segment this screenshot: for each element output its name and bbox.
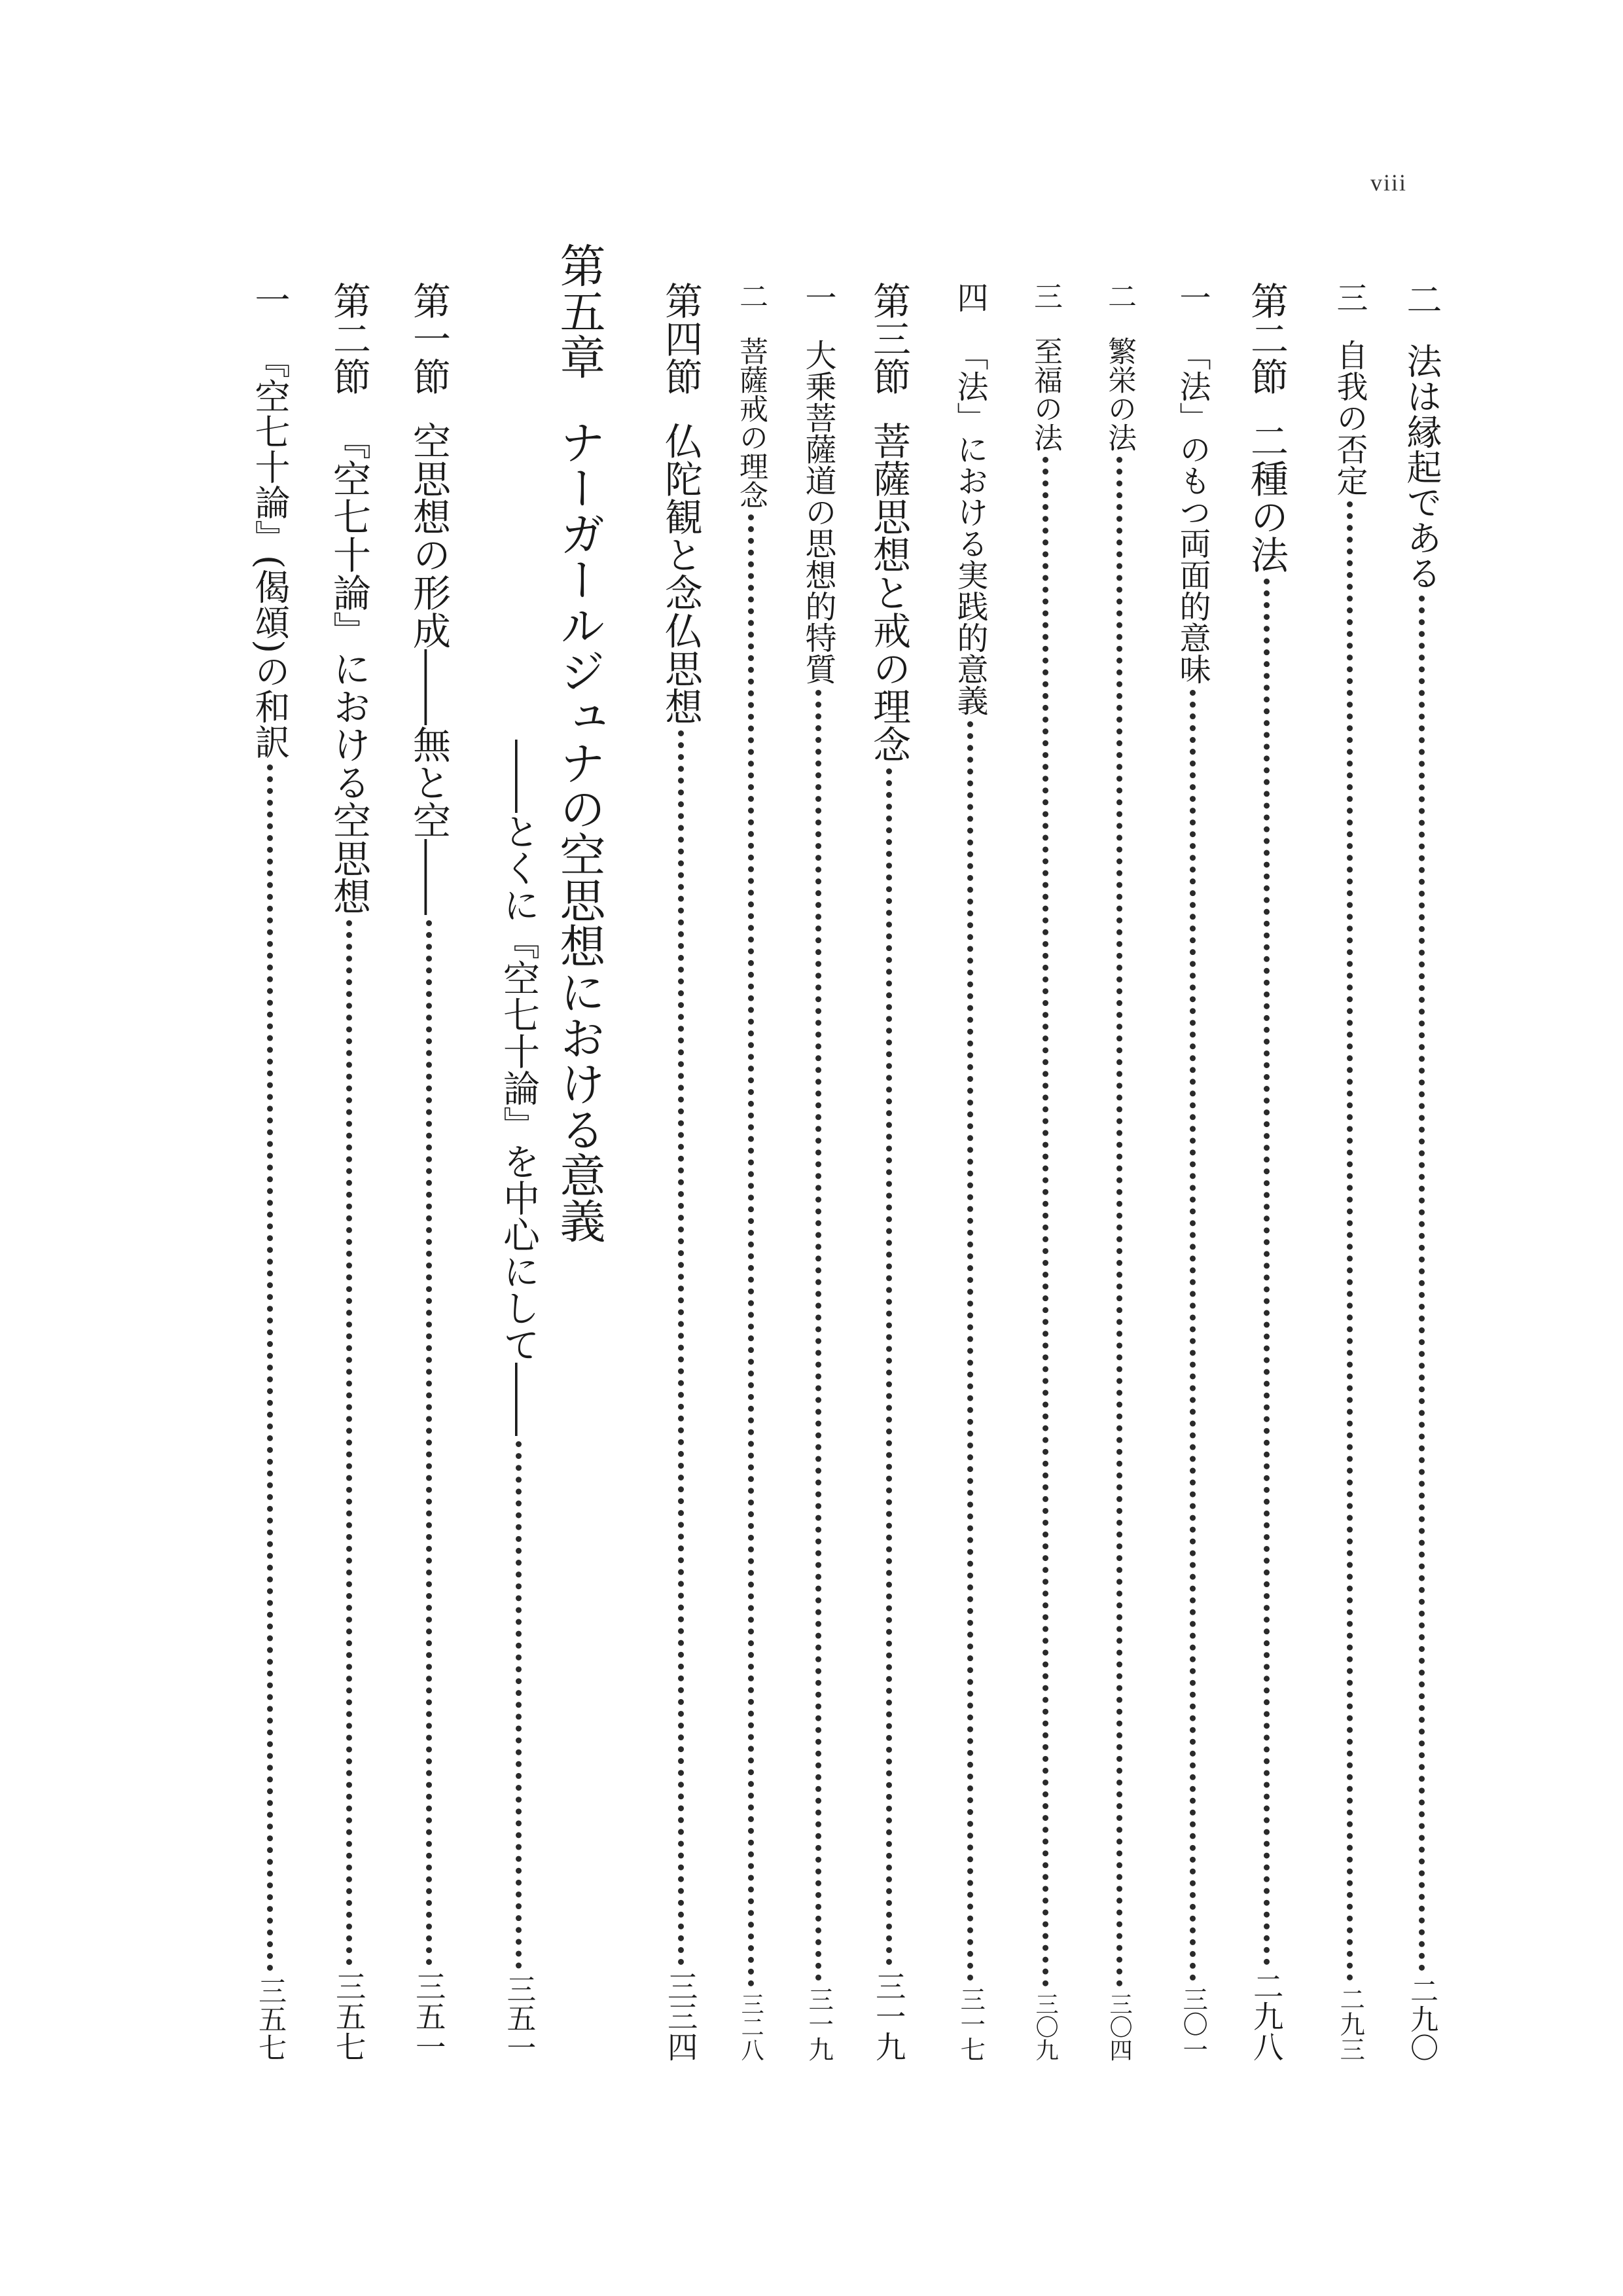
- entry-title: 至福の法: [1029, 336, 1062, 452]
- toc-entry-section[interactable]: [648, 281, 713, 2062]
- page-number: viii: [1370, 170, 1407, 196]
- dot-leader: [426, 920, 432, 1965]
- entry-page: 三五七: [253, 1977, 287, 2062]
- entry-number: 一: [800, 281, 836, 313]
- entry-page: 三二八: [737, 1992, 764, 2062]
- toc-entry-section[interactable]: [856, 281, 921, 2062]
- entry-number: 二: [1401, 281, 1442, 317]
- dot-leader: [1116, 457, 1122, 1987]
- entry-page: 二九〇: [1405, 1977, 1438, 2062]
- toc-entry[interactable]: [237, 281, 302, 2062]
- toc-entry[interactable]: [718, 281, 783, 2062]
- dot-leader: [346, 920, 352, 1965]
- entry-page: 三五一: [501, 1973, 537, 2062]
- toc-entry[interactable]: [785, 281, 851, 2062]
- toc-entry[interactable]: [1012, 281, 1078, 2062]
- toc-entry[interactable]: [937, 281, 1003, 2062]
- dot-leader: [748, 514, 754, 1987]
- section-number: 第一節: [406, 281, 451, 395]
- entry-title: 「法」における実践的意義: [952, 339, 988, 716]
- entry-number: 三: [1029, 281, 1062, 310]
- entry-page: 三五一: [411, 1970, 447, 2062]
- entry-page: 二九三: [1335, 1986, 1365, 2062]
- entry-page: 二九八: [1249, 1970, 1285, 2062]
- entry-number: 一: [1174, 281, 1211, 313]
- dot-leader: [815, 690, 821, 1981]
- entry-page: 三〇四: [1105, 1992, 1133, 2062]
- toc-entry[interactable]: [1389, 281, 1454, 2062]
- dot-leader: [678, 730, 684, 1965]
- entry-page: 三五七: [331, 1970, 367, 2062]
- entry-page: 三一七: [955, 1986, 986, 2062]
- entry-title: 繁栄の法: [1103, 336, 1136, 452]
- section-number: 第二節: [327, 281, 371, 395]
- section-title: 仏陀観と念仏思想: [658, 422, 703, 725]
- dot-leader: [1190, 690, 1196, 1981]
- dot-leader: [967, 721, 973, 1981]
- toc-entry[interactable]: [1317, 281, 1382, 2062]
- entry-title: 「法」のもつ両面的意味: [1174, 339, 1211, 685]
- entry-page: 三〇九: [1031, 1992, 1059, 2062]
- entry-page: 三〇一: [1178, 1986, 1208, 2062]
- toc-entry[interactable]: [1160, 281, 1225, 2062]
- section-title: 空思想の形成――無と空――: [406, 422, 451, 915]
- toc-entry-section[interactable]: [316, 281, 382, 2062]
- dot-leader: [1419, 596, 1425, 1971]
- entry-title: 菩薩戒の理念: [734, 336, 768, 509]
- dot-leader: [886, 768, 892, 1965]
- entry-title: 法は縁起である: [1401, 343, 1442, 590]
- toc-entry-section[interactable]: [396, 281, 461, 2062]
- dot-leader: [1347, 501, 1353, 1981]
- dot-leader: [1043, 457, 1048, 1987]
- chapter-number: 第五章: [552, 242, 606, 380]
- entry-number: 三: [1331, 281, 1368, 313]
- toc-entry-section[interactable]: [1234, 281, 1299, 2062]
- dot-leader: [267, 764, 273, 1971]
- entry-page: 三三四: [663, 1970, 699, 2062]
- dot-leader: [516, 1441, 522, 1969]
- entry-number: 四: [952, 281, 988, 313]
- chapter-subtitle-entry[interactable]: [486, 740, 551, 2062]
- entry-page: 三一九: [804, 1986, 834, 2062]
- chapter-heading[interactable]: [552, 242, 606, 1244]
- entry-number: 二: [1103, 281, 1136, 310]
- chapter-title: ナーガールジュナの空思想における意義: [552, 419, 606, 1244]
- section-title: 『空七十論』における空思想: [327, 422, 371, 915]
- entry-title: 『空七十論』(偈頌)の和訳: [249, 343, 291, 760]
- section-title: 二種の法: [1244, 422, 1289, 573]
- entry-title: 自我の否定: [1331, 339, 1368, 496]
- entry-title: 大乗菩薩道の思想的特質: [800, 339, 836, 685]
- section-number: 第三節: [866, 281, 911, 395]
- toc-entry[interactable]: [1086, 281, 1152, 2062]
- dot-leader: [1264, 579, 1270, 1965]
- entry-number: 一: [249, 281, 291, 317]
- section-title: 菩薩思想と戒の理念: [866, 422, 911, 763]
- entry-page: 三一九: [871, 1970, 907, 2062]
- chapter-subtitle: ――とくに『空七十論』を中心にして――: [497, 740, 540, 1436]
- section-number: 第二節: [1244, 281, 1289, 395]
- section-number: 第四節: [658, 281, 703, 395]
- entry-number: 二: [734, 281, 768, 310]
